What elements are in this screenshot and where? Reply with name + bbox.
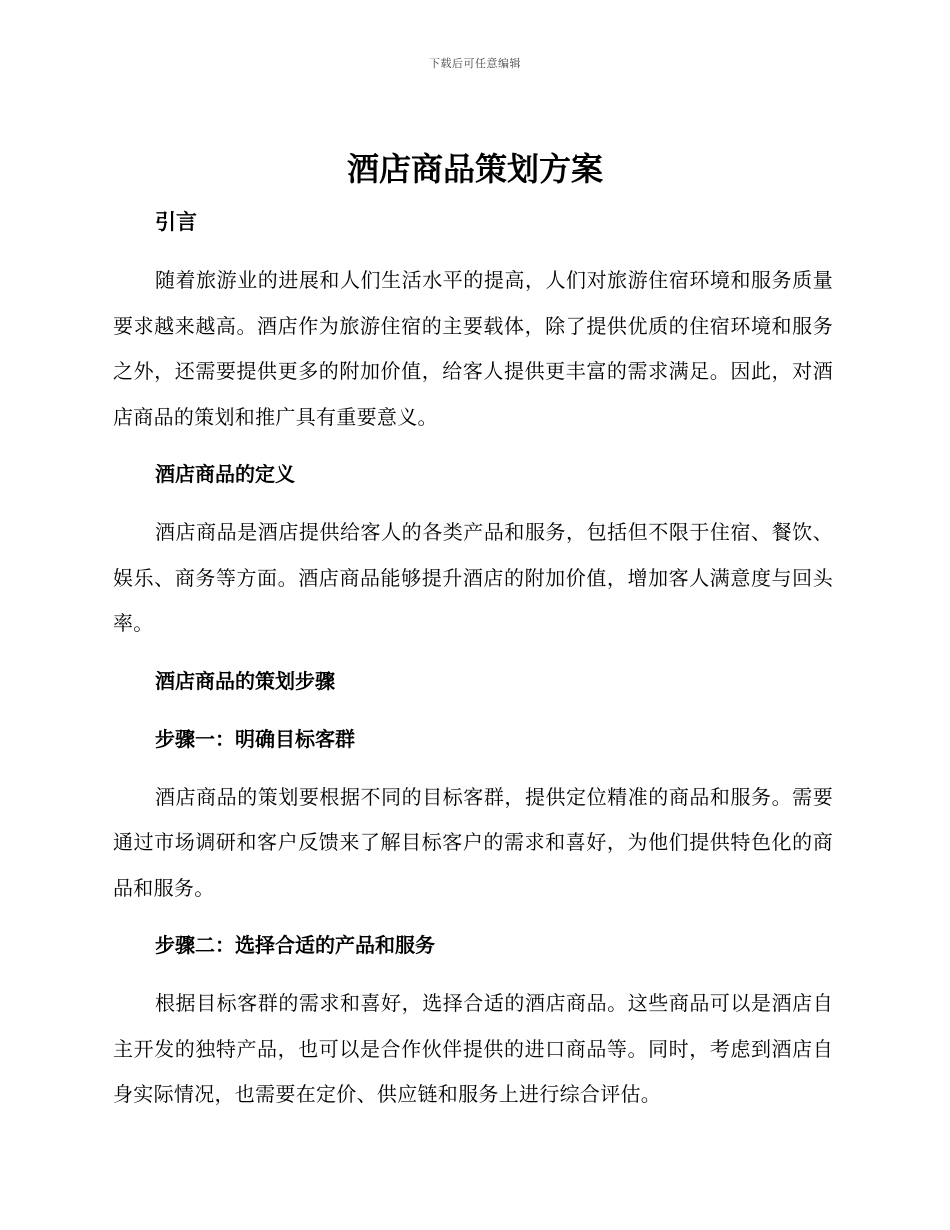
spacer [113, 440, 833, 452]
steps-heading: 酒店商品的策划步骤 [155, 668, 335, 693]
document-body [113, 200, 833, 1118]
step2-paragraph: 根据目标客群的需求和喜好，选择合适的酒店商品。这些商品可以是酒店自主开发的独特产品，也可以是合作伙伴提供的进口商品等。同时，考虑到酒店自身实际情况，也需要在定价、供应链和服务上进行综合评估。 [113, 991, 833, 1106]
spacer [113, 496, 833, 510]
definition-paragraph: 酒店商品是酒店提供给客人的各类产品和服务，包括但不限于住宿、餐饮、娱乐、商务等方面。酒店商品能够提升酒店的附加价值，增加客人满意度与回头率。 [113, 520, 833, 635]
document-title: 酒店商品策划方案 [346, 150, 603, 188]
spacer [113, 761, 833, 775]
step1-heading: 步骤一：明确目标客群 [155, 726, 355, 751]
spacer [113, 967, 833, 981]
step1-paragraph: 酒店商品的策划要根据不同的目标客群，提供定位精准的商品和服务。需要通过市场调研和客户反馈来了解目标客户的需求和喜好，为他们提供特色化的商品和服务。 [113, 784, 833, 900]
spacer [113, 911, 833, 923]
header-note: 下载后可任意编辑 [429, 57, 521, 70]
spacer [113, 647, 833, 659]
intro-heading: 引言 [155, 210, 197, 234]
intro-paragraph: 随着旅游业的进展和人们生活水平的提高，人们对旅游住宿环境和服务质量要求越来越高。酒店作为旅游住宿的主要载体，除了提供优质的住宿环境和服务之外，还需要提供更多的附加价值，给客人提供更丰富的需求满足。因此，对酒店商品的策划和推广具有重要意义。 [113, 268, 833, 429]
step2-heading: 步骤二：选择合适的产品和服务 [155, 933, 435, 957]
definition-heading: 酒店商品的定义 [155, 462, 295, 486]
spacer [113, 244, 833, 258]
spacer [113, 703, 833, 717]
